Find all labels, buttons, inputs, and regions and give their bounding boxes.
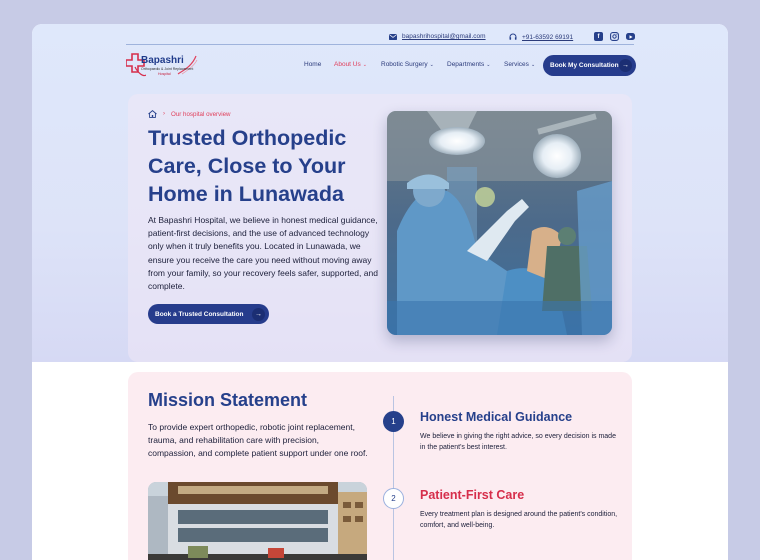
logo-subtitle-hospital: Hospital [158, 72, 171, 76]
nav-robotic-label: Robotic Surgery [381, 61, 428, 68]
email-contact[interactable] [389, 33, 486, 40]
hero-title: Trusted Orthopedic Care, Close to Your Home in Lunawada [148, 126, 347, 206]
headset-icon [509, 33, 517, 41]
home-icon[interactable] [148, 110, 157, 118]
top-bar [32, 28, 728, 48]
surgery-photo [387, 111, 612, 335]
nav-robotic-surgery[interactable] [381, 61, 434, 68]
social-links [594, 32, 635, 41]
chevron-down-icon: ⌄ [429, 61, 434, 68]
chevron-down-icon: ⌄ [362, 61, 367, 68]
breadcrumb [148, 110, 231, 118]
phone-link[interactable]: +91-63592 69191 [522, 33, 574, 41]
timeline-step-1: 1 [383, 411, 404, 432]
mission-text: To provide expert orthopedic, robotic joint replacement, trauma, and rehabilitation care with precision, compassion, and complete patient support under one roof. [148, 422, 368, 459]
chevron-down-icon: ⌄ [486, 61, 491, 68]
nav-departments-label: Departments [447, 61, 485, 68]
nav-home[interactable] [304, 61, 321, 68]
book-consultation-label: Book My Consultation [550, 62, 619, 69]
book-trusted-consultation-label: Book a Trusted Consultation [155, 310, 244, 318]
nav-about-label: About Us [334, 61, 361, 68]
mission-title: Mission Statement [148, 390, 308, 410]
hero-description: At Bapashri Hospital, we believe in honest medical guidance, patient-first decisions, and the use of advanced technology only when it truly benefits you. Located in Lunawada, we ensure you receive the care you need without moving away from your family, so your recovery feels safer, supported, and complete. [148, 215, 378, 292]
phone-contact[interactable] [509, 33, 573, 41]
facebook-icon[interactable]: f [594, 32, 603, 41]
nav-services[interactable] [504, 61, 535, 68]
hospital-building-photo [148, 482, 367, 560]
breadcrumb-separator-icon: › [163, 111, 165, 117]
book-trusted-consultation-button[interactable] [148, 304, 269, 324]
mail-icon [389, 34, 397, 40]
nav-about-us[interactable] [334, 61, 367, 68]
email-link[interactable]: bapashrihospital@gmail.com [402, 33, 486, 40]
nav-departments[interactable] [447, 61, 490, 68]
arrow-right-icon: → [619, 59, 632, 72]
logo-subtitle: Orthopaedic & Joint Replacement [141, 67, 194, 71]
step-2-text: Every treatment plan is designed around the patient's condition, comfort, and well-being. [420, 511, 618, 529]
timeline-step-2: 2 [383, 488, 404, 509]
breadcrumb-current: Our hospital overview [171, 110, 231, 118]
browser-page [32, 24, 728, 560]
arrow-right-icon: → [252, 308, 265, 321]
instagram-icon[interactable] [610, 32, 619, 41]
hospital-logo[interactable] [126, 52, 196, 80]
top-divider [126, 44, 634, 45]
book-consultation-button[interactable] [543, 55, 636, 76]
step-1-text: We believe in giving the right advice, so every decision is made in the patient's best interest. [420, 433, 616, 451]
logo-name: Bapashri [141, 55, 184, 66]
youtube-icon[interactable] [626, 33, 635, 40]
step-2-title: Patient-First Care [420, 488, 525, 502]
main-navigation [126, 50, 636, 80]
chevron-down-icon: ⌄ [530, 61, 536, 68]
nav-home-label: Home [304, 61, 322, 68]
step-1-title: Honest Medical Guidance [420, 410, 573, 424]
nav-services-label: Services [504, 61, 529, 68]
